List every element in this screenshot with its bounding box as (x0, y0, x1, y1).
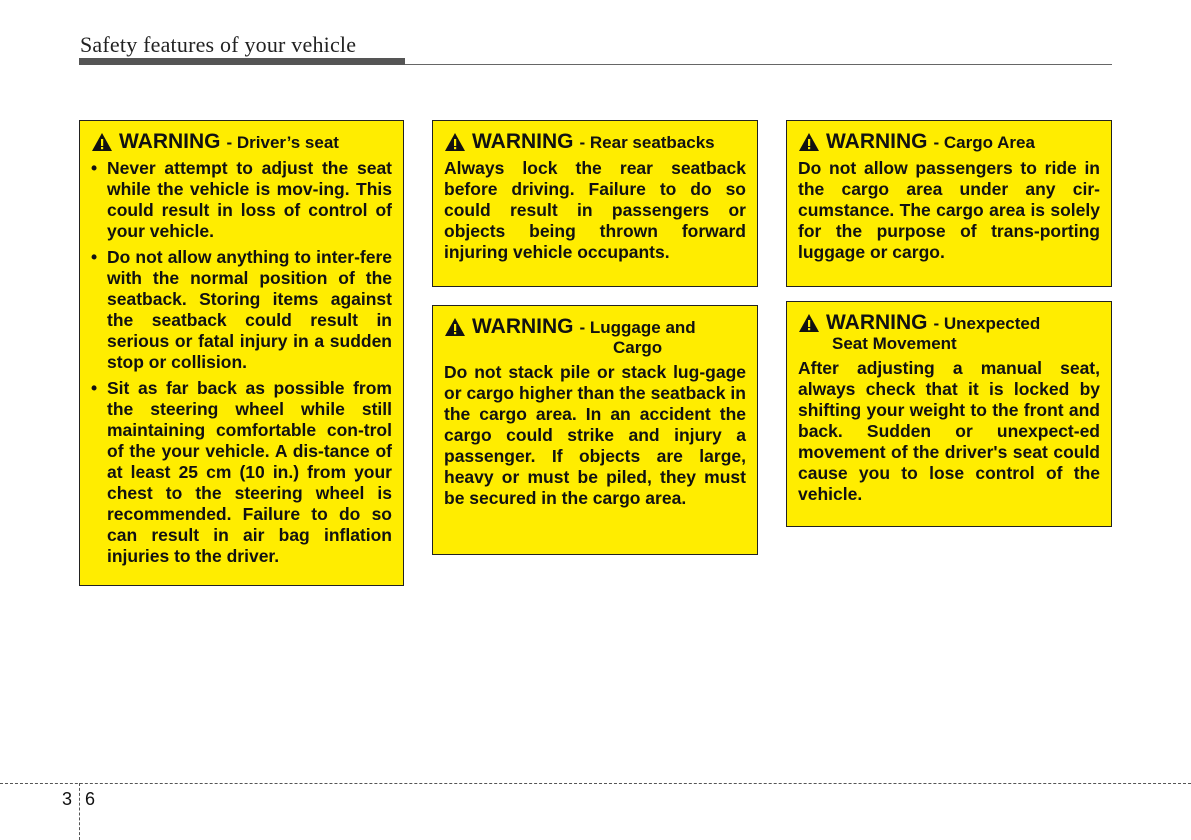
warning-text: Do not allow passengers to ride in the cargo area under any cir-cumstance. The cargo area is solely for the purpose of trans-porting luggage or cargo. (798, 158, 1100, 262)
warning-cargo-area (786, 120, 1112, 287)
warning-triangle-icon (444, 317, 466, 337)
warning-title (798, 311, 1100, 335)
warning-triangle-icon (798, 132, 820, 152)
warning-label: WARNING (472, 130, 574, 153)
warning-subtitle: - Cargo Area (933, 133, 1035, 152)
warning-subtitle: - Driver’s seat (226, 133, 339, 152)
warning-bullet-list (91, 158, 392, 567)
warning-label: WARNING (826, 311, 928, 334)
warning-unexpected-seat-movement (786, 301, 1112, 527)
warning-subtitle-line2: Seat Movement (832, 334, 957, 353)
header-bar (79, 58, 405, 65)
warning-text: Do not stack pile or stack lug-gage or cargo higher than the seatback in the cargo area. In an accident the cargo could strike and injury a passenger. If objects are large, heavy or must be piled, they must be secured in the cargo area. (444, 362, 746, 508)
page-header-title: Safety features of your vehicle (80, 32, 357, 57)
warning-subtitle: - Luggage and (579, 318, 696, 337)
warning-subtitle: - Rear seatbacks (579, 133, 715, 152)
warning-title (444, 315, 746, 339)
warning-title (798, 130, 1100, 154)
footer-page-divider (79, 783, 80, 840)
warning-subtitle-line2: Cargo (613, 338, 663, 357)
warning-label: WARNING (826, 130, 928, 153)
warning-triangle-icon (798, 313, 820, 333)
warning-subtitle: - Unexpected (933, 314, 1041, 333)
warning-triangle-icon (444, 132, 466, 152)
footer-divider (0, 783, 1191, 784)
warning-text: Always lock the rear seatback before driving. Failure to do so could result in passengers or objects being thrown forward injuring vehicle occupants. (444, 158, 746, 262)
warning-drivers-seat (79, 120, 404, 586)
header-rule (405, 64, 1112, 65)
chapter-number: 3 (62, 789, 73, 809)
warning-title (91, 130, 392, 154)
warning-luggage-cargo (432, 305, 758, 555)
warning-title (444, 130, 746, 154)
warning-text: After adjusting a manual seat, always check that it is locked by shifting your weight to the front and back. Sudden or unexpect-ed movement of the driver's seat could cause you to lose control of the vehicle. (798, 358, 1100, 504)
warning-bullet: • Never attempt to adjust the seat while the vehicle is mov-ing. This could result in loss of control of your vehicle. (91, 158, 392, 242)
warning-triangle-icon (91, 132, 113, 152)
page-number: 6 (85, 789, 96, 809)
warning-label: WARNING (119, 130, 221, 153)
warning-rear-seatbacks (432, 120, 758, 287)
warning-label: WARNING (472, 315, 574, 338)
warning-bullet: • Sit as far back as possible from the steering wheel while still maintaining comfortable con-trol of the your vehicle. A dis-tance of at least 25 cm (10 in.) from your chest to the steering wheel is recommended. Failure to do so can result in air bag inflation injuries to the driver. (91, 378, 392, 567)
warning-bullet: • Do not allow anything to inter-fere with the normal position of the seatback. Storing items against the seatback could result in serious or fatal injury in a sudden stop or collision. (91, 247, 392, 373)
